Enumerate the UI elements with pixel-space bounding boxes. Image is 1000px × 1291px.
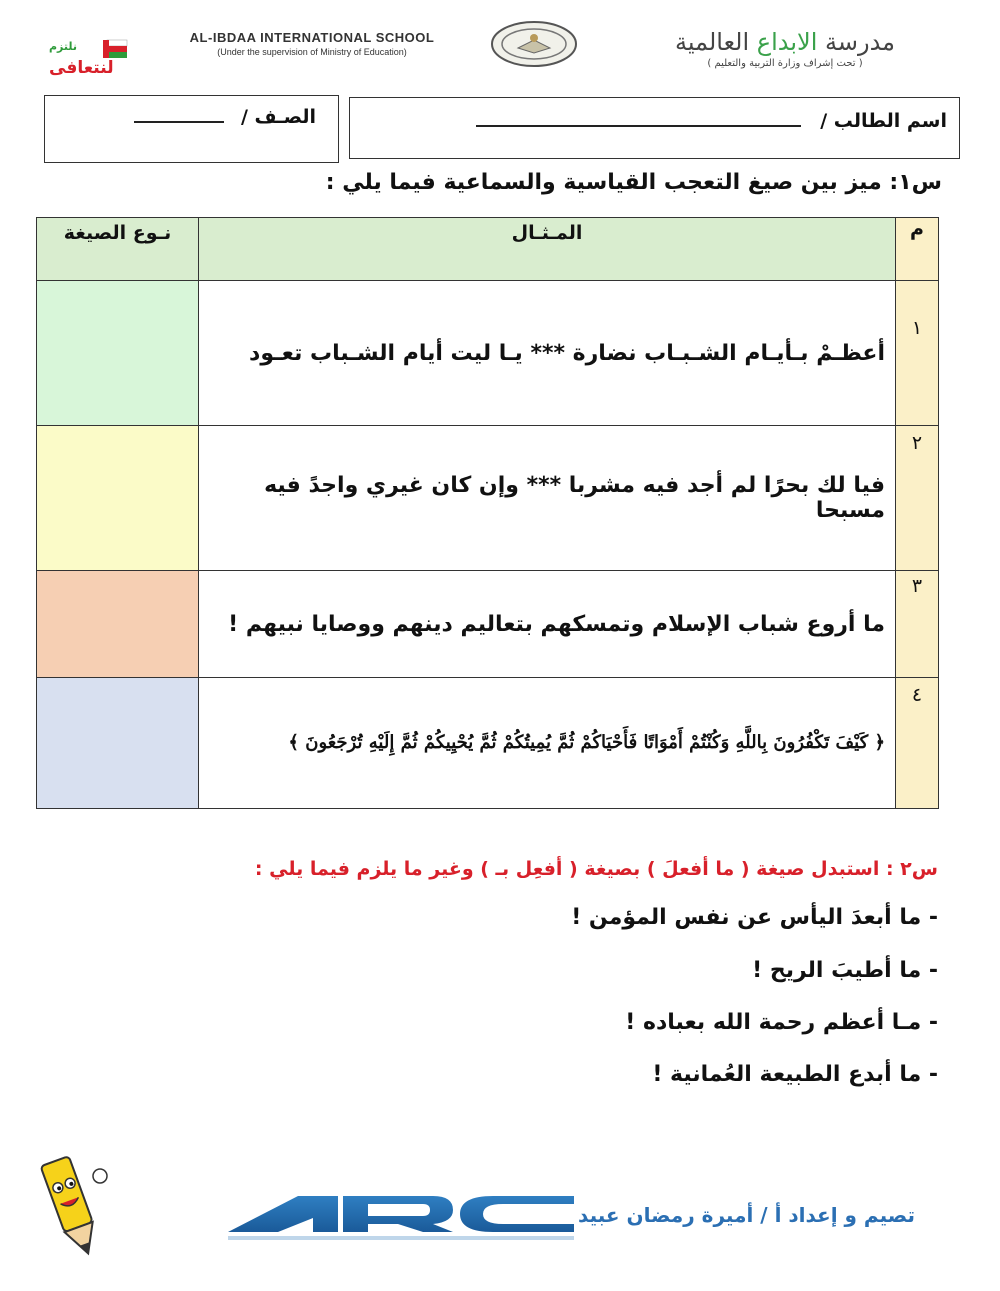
arc-logo <box>228 1188 574 1246</box>
row-num: ٢ <box>896 426 939 571</box>
school-sub-en: (Under the supervision of Ministry of Education) <box>217 47 407 57</box>
oman-logo <box>45 28 135 88</box>
header-num: م <box>896 218 939 281</box>
example-text: ما أروع شباب الإسلام وتمسكهم بتعاليم دينهم ووصايا نبيهم ! <box>228 611 885 637</box>
answer-cell[interactable] <box>37 571 199 678</box>
table-row <box>37 678 939 809</box>
question2-item: - ما أبعدَ اليأس عن نفس المؤمن ! <box>571 905 938 930</box>
table-row <box>37 571 939 678</box>
school-name-ar: مدرسة الابداع العالمية <box>674 28 896 56</box>
student-name-label: اسم الطالب / <box>820 110 947 132</box>
table-header-row <box>37 218 939 281</box>
arc-logo-text <box>228 1188 230 1189</box>
example-cell <box>199 426 896 571</box>
examples-table <box>36 217 939 809</box>
question1-title: س١: ميز بين صيغ التعجب القياسية والسماعية فيما يلي : <box>325 170 942 195</box>
question2-item: - ما أبدع الطبيعة العُمانية ! <box>652 1062 938 1087</box>
student-name-answer-line[interactable] <box>476 125 801 127</box>
answer-cell[interactable] <box>37 281 199 426</box>
class-label: الصـف / <box>240 106 316 128</box>
school-name-en: AL-IBDAA INTERNATIONAL SCHOOL <box>189 30 435 45</box>
school-crest-icon <box>490 20 578 68</box>
credit-text: تصيم و إعداد أ / أميرة رمضان عبيد <box>578 1203 915 1227</box>
row-num: ٤ <box>896 678 939 809</box>
school-sub-ar: ( تحت إشراف وزارة التربية والتعليم ) <box>707 58 863 69</box>
student-name-field-box[interactable] <box>349 97 960 159</box>
logo-text-bottom: لنتعافى <box>49 58 114 78</box>
example-text: أعظـمْ بـأيـام الشـبـاب نضارة *** يـا ليت أيام الشـباب تعـود <box>249 340 885 366</box>
question2-item: - ما أطيبَ الريح ! <box>752 958 938 983</box>
question2-title: س٢ : استبدل صيغة ( ما أفعلَ ) بصيغة ( أفعِل بـ ) وغير ما يلزم فيما يلي : <box>254 858 938 880</box>
quran-verse-text: ﴿ كَيْفَ تَكْفُرُونَ بِاللَّهِ وَكُنْتُمْ أَمْوَاتًا فَأَحْيَاكُمْ ثُمَّ يُمِيتُكُمْ ثُمَّ يُحْيِيكُمْ ثُمَّ إِلَيْهِ تُرْجَعُونَ ﴾ <box>288 732 885 754</box>
school-name-ar-block <box>640 28 930 69</box>
logo-text-top: نلتزم <box>49 40 78 53</box>
table-row <box>37 426 939 571</box>
example-cell <box>199 281 896 426</box>
answer-cell[interactable] <box>37 426 199 571</box>
question2-item: - مـا أعظم رحمة الله بعباده ! <box>625 1010 938 1035</box>
example-cell <box>199 571 896 678</box>
table-row <box>37 281 939 426</box>
row-num: ١ <box>896 281 939 426</box>
school-name-en-block <box>172 30 452 57</box>
class-field-box[interactable] <box>44 95 339 163</box>
example-text: فيا لك بحرًا لم أجد فيه مشربا *** وإن كان غيري واجدً فيه مسبحا <box>264 473 885 523</box>
answer-cell[interactable] <box>37 678 199 809</box>
pencil-mascot-icon <box>30 1148 114 1264</box>
row-num: ٣ <box>896 571 939 678</box>
example-cell <box>199 678 896 809</box>
class-answer-line[interactable] <box>134 121 224 123</box>
header-type: نـوع الصيغة <box>37 218 199 281</box>
header-example: المـثـال <box>199 218 896 281</box>
